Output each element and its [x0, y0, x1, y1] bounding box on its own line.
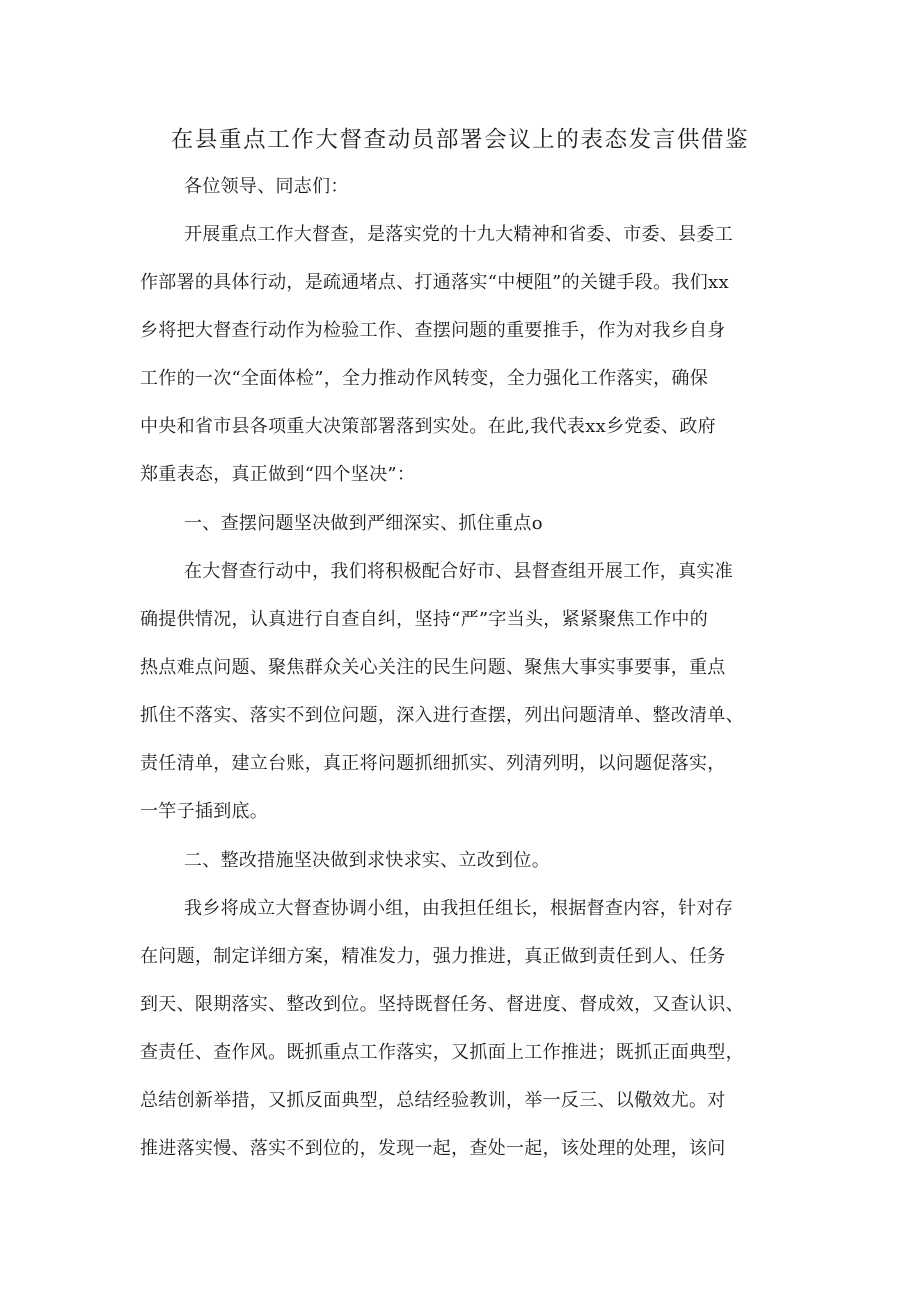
paragraph-line: 开展重点工作大督查，是落实党的十九大精神和省委、市委、县委工 [184, 224, 733, 245]
paragraph-line: 查责任、查作风。既抓重点工作落实，又抓面上工作推进；既抓正面典型， [140, 1042, 744, 1063]
paragraph-line: 抓住不落实、落实不到位问题，深入进行查摆，列出问题清单、整改清单、 [140, 705, 744, 726]
paragraph-line: 在问题，制定详细方案，精准发力，强力推进，真正做到责任到人、任务 [140, 946, 726, 967]
section-heading: 二、整改措施坚决做到求快求实、立改到位。 [184, 850, 550, 871]
paragraph-line: 热点难点问题、聚焦群众关心关注的民生问题、聚焦大事实事要事，重点 [140, 657, 726, 678]
paragraph-line: 在大督查行动中，我们将积极配合好市、县督查组开展工作，真实准 [184, 561, 733, 582]
paragraph-line: 总结创新举措，又抓反面典型，总结经验教训，举一反三、以儆效尤。对 [140, 1090, 726, 1111]
paragraph-line: 作部署的具体行动，是疏通堵点、打通落实“中梗阻”的关键手段。我们xx [140, 272, 729, 293]
paragraph-line: 确提供情况，认真进行自查自纠，坚持“严”字当头，紧紧聚焦工作中的 [140, 609, 709, 630]
salutation: 各位领导、同志们： [184, 176, 349, 197]
paragraph-line: 中央和省市县各项重大决策部署落到实处。在此,我代表xx乡党委、政府 [140, 416, 716, 437]
paragraph-line: 一竿子插到底。 [140, 801, 269, 822]
paragraph-line: 我乡将成立大督查协调小组，由我担任组长，根据督查内容，针对存 [184, 898, 733, 919]
paragraph-line: 到天、限期落实、整改到位。坚持既督任务、督进度、督成效，又查认识、 [140, 994, 744, 1015]
section-heading: 一、查摆问题坚决做到严细深实、抓住重点o [184, 513, 543, 534]
paragraph-line: 推进落实慢、落实不到位的，发现一起，查处一起，该处理的处理，该问 [140, 1138, 726, 1159]
document-title: 在县重点工作大督查动员部署会议上的表态发言供借鉴 [170, 127, 750, 153]
paragraph-line: 工作的一次“全面体检”，全力推动作风转变，全力强化工作落实，确保 [140, 368, 709, 389]
paragraph-line: 责任清单，建立台账，真正将问题抓细抓实、列清列明，以问题促落实， [140, 753, 726, 774]
paragraph-line: 郑重表态，真正做到“四个坚决”： [140, 464, 416, 485]
paragraph-line: 乡将把大督查行动作为检验工作、查摆问题的重要推手，作为对我乡自身 [140, 320, 726, 341]
